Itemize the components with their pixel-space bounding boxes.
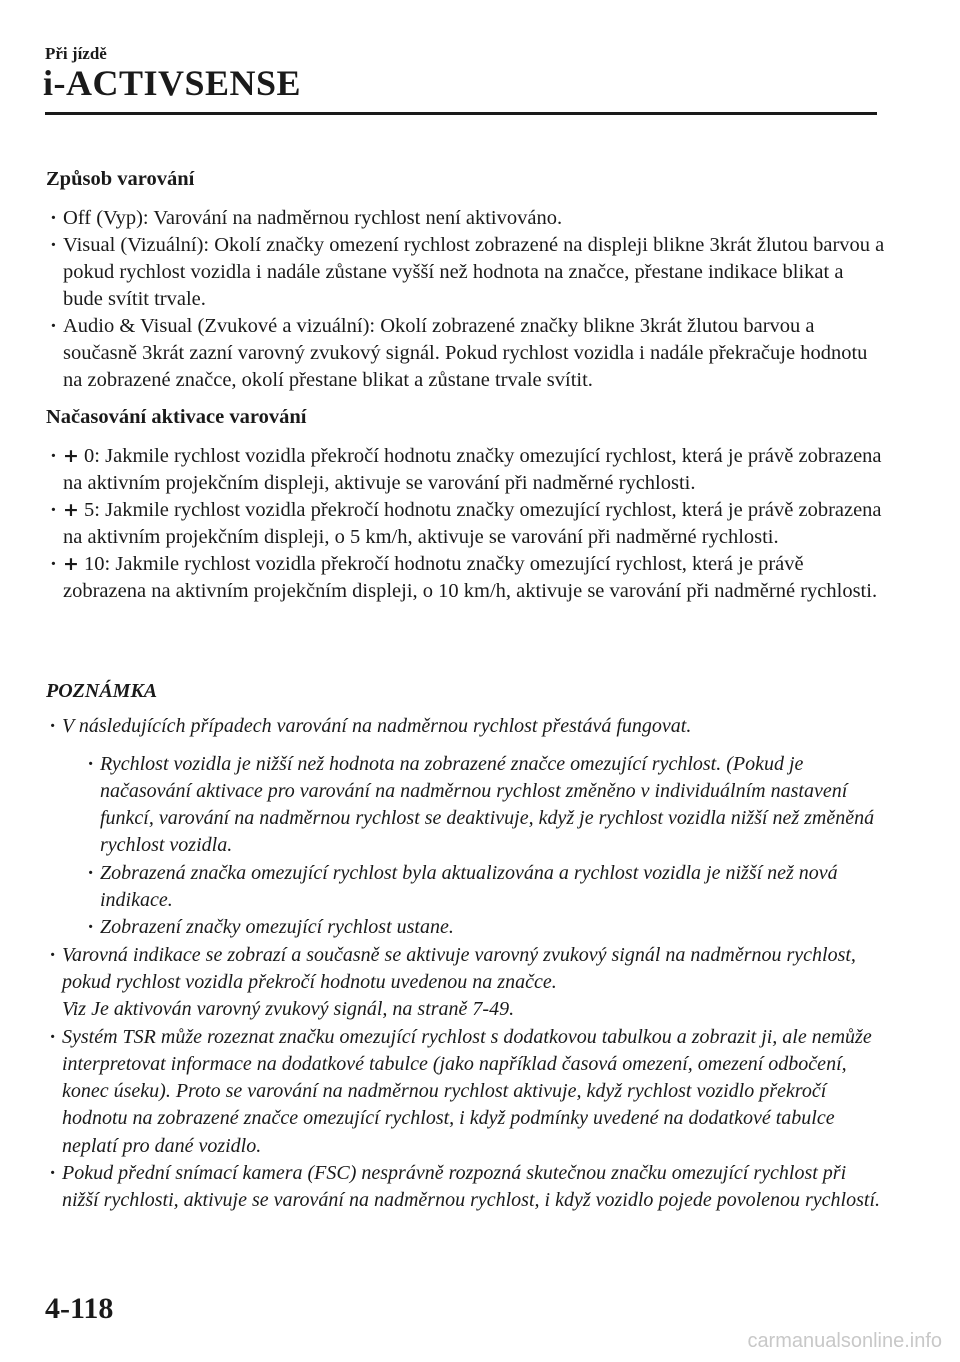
list-item: · Visual (Vizuální): Okolí značky omezení rychlost zobrazené na displeji blikne 3krát žlutou barvou a pokud rychlost vozidla i nadále zůstane vyšší než hodnota na značce, přestane indikace blikat a bude svítit trvale. (46, 232, 886, 313)
page-number: 4-118 (45, 1292, 114, 1325)
list-item: · Off (Vyp): Varování na nadměrnou rychlost není aktivováno. (46, 205, 886, 232)
list-item: · + 10: Jakmile rychlost vozidla překročí hodnotu značky omezující rychlost, která je právě zobrazena na aktivním projekčním displeji, o 10 km/h, aktivuje se varování při nadměrné rychlosti. (46, 551, 886, 605)
warning-method-heading: Způsob varování (46, 168, 195, 190)
list-item: · Audio & Visual (Zvukové a vizuální): Okolí zobrazené značky blikne 3krát žlutou barvou a současně 3krát zazní varovný zvukový signál. Pokud rychlost vozidla i nadále překračuje hodnotu na zobrazené značce, okolí přestane blikat a zůstane trvale svítit. (46, 313, 886, 394)
list-item: · Varovná indikace se zobrazí a současně se aktivuje varovný zvukový signál na nadměrnou rychlost, pokud rychlost vozidla překročí hodnotu uvedenou na značce. Viz Je aktivován varovný zvukový signál, na straně 7-49. (46, 942, 886, 1024)
plus-icon: + (63, 445, 79, 467)
header-rule (45, 112, 877, 115)
plus-icon: + (63, 553, 79, 575)
list-item: · + 0: Jakmile rychlost vozidla překročí hodnotu značky omezující rychlost, která je právě zobrazena na aktivním projekčním displeji, aktivuje se varování při nadměrné rychlosti. (46, 443, 886, 497)
main-content (46, 166, 886, 605)
warning-timing-list (46, 443, 886, 605)
list-item: · Zobrazená značka omezující rychlost byla aktualizována a rychlost vozidla je nižší než nová indikace. (84, 860, 886, 915)
list-item: · Pokud přední snímací kamera (FSC) nesprávně rozpozná skutečnou značku omezující rychlost při nižší rychlosti, aktivuje se varování na nadměrnou rychlost, i když vozidlo pojede povolenou rychlostí. (46, 1160, 886, 1215)
list-item: · Systém TSR může rozeznat značku omezující rychlost s dodatkovou tabulkou a zobrazit ji, ale nemůže interpretovat informace na dodatkové tabulce (jako například časová omezení, omezení odbočení, konec úseku). Proto se varování na nadměrnou rychlost aktivuje, když rychlost vozidlo překročí hodnotu na zobrazené značce omezující rychlost, i když podmínky uvedené na dodatkové tabulce neplatí pro dané vozidlo. (46, 1024, 886, 1160)
list-item: · + 5: Jakmile rychlost vozidla překročí hodnotu značky omezující rychlost, která je právě zobrazena na aktivním projekčním displeji, o 5 km/h, aktivuje se varování při nadměrné rychlosti. (46, 497, 886, 551)
warning-timing-heading: Načasování aktivace varování (46, 406, 307, 428)
plus-icon: + (63, 499, 79, 521)
chapter-title: i-ACTIVSENSE (43, 63, 302, 103)
warning-method-list (46, 205, 886, 394)
note-title: POZNÁMKA (46, 680, 158, 702)
note-list (46, 713, 886, 1214)
section-label: Při jízdě (45, 44, 107, 63)
list-item: · Zobrazení značky omezující rychlost ustane. (84, 914, 886, 941)
list-item: · Rychlost vozidla je nižší než hodnota na zobrazené značce omezující rychlost. (Pokud je načasování aktivace pro varování na nadměrnou rychlost změněno v individuálním nastavení funkcí, varování na nadměrnou rychlost se deaktivuje, když je rychlost vozidla nižší než změněná rychlost vozidla. (84, 751, 886, 860)
page-reference: Viz Je aktivován varovný zvukový signál, na straně 7-49. (62, 998, 515, 1021)
list-item: · V následujících případech varování na nadměrnou rychlost přestává fungovat. · Rychlost vozidla je nižší než hodnota na zobrazené značce omezující rychlost. (Pokud je načasování aktivace pro varování na nadměrnou rychlost změněno v individuálním nastavení funkcí, varování na nadměrnou rychlost se deaktivuje, když je rychlost vozidla nižší než změněná rychlost vozidla. · Zobrazená značka omezující rychlost byla aktualizována a rychlost vozidla je nižší než nová indikace. · Zobrazení značky omezující rychlost ustane. (46, 713, 886, 941)
note-box (46, 678, 886, 1215)
watermark: carmanualsonline.info (747, 1330, 942, 1352)
note-sublist (62, 751, 886, 942)
